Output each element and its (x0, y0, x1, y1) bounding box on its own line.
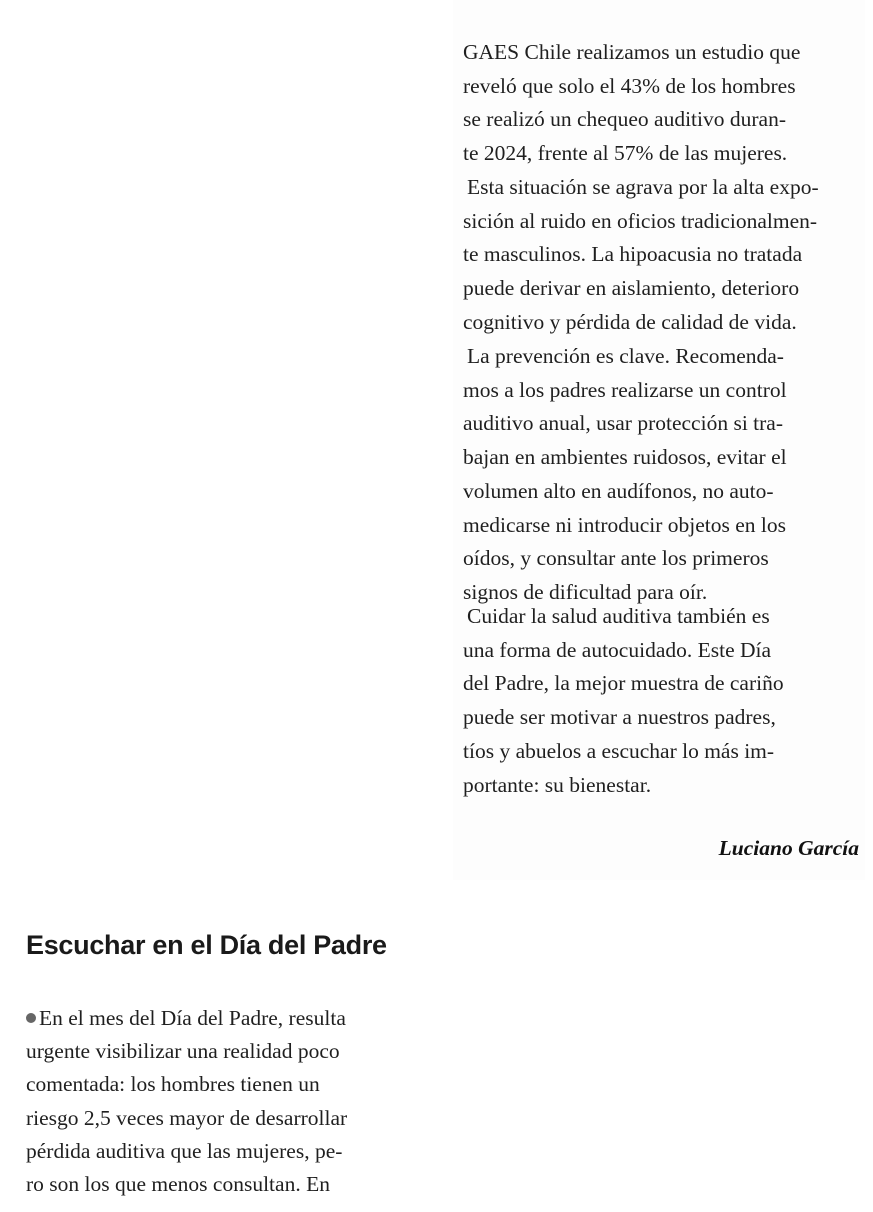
text-line: del Padre, la mejor muestra de cariño (463, 671, 784, 696)
text-line: urgente visibilizar una realidad poco (26, 1039, 340, 1064)
text-line (26, 1002, 446, 1035)
text-line: volumen alto en audífonos, no auto- (463, 478, 774, 503)
text-line: signos de dificultad para oír. (463, 579, 708, 604)
letter-body (26, 1002, 446, 1201)
text-line: cognitivo y pérdida de calidad de vida. (463, 309, 797, 334)
text-line: te masculinos. La hipoacusia no tratada (463, 242, 803, 267)
text-line: auditivo anual, usar protección si tra- (463, 411, 784, 436)
text-line: puede ser motivar a nuestros padres, (463, 705, 776, 730)
text-line: mos a los padres realizarse un control (463, 377, 787, 402)
text-line: GAES Chile realizamos un estudio que (463, 40, 801, 64)
text-line: pérdida auditiva que las mujeres, pe- (26, 1138, 343, 1163)
text-line: Esta situación se agrava por la alta expo- (467, 175, 819, 199)
letter-headline: Escuchar en el Día del Padre (26, 930, 387, 960)
text-line: puede derivar en aislamiento, deterioro (463, 276, 800, 301)
text-line: La prevención es clave. Recomenda- (467, 344, 784, 368)
text-line: sición al ruido en oficios tradicionalmen- (463, 208, 818, 233)
text-line: tíos y abuelos a escuchar lo más im- (463, 738, 775, 763)
text-line-content: En el mes del Día del Padre, resulta (39, 1006, 346, 1030)
text-line: te 2024, frente al 57% de las mujeres. (463, 141, 788, 166)
paragraph-situation (463, 171, 861, 340)
text-line: una forma de autocuidado. Este Día (463, 637, 772, 662)
article-continuation (453, 0, 865, 880)
text-line: oídos, y consultar ante los primeros (463, 546, 769, 571)
bullet-icon (26, 1013, 36, 1023)
text-line: portante: su bienestar. (463, 772, 652, 797)
text-line: Cuidar la salud auditiva también es (467, 604, 770, 628)
text-line: ro son los que menos consultan. En (26, 1172, 330, 1197)
text-line: reveló que solo el 43% de los hombres (463, 73, 796, 98)
text-line: comentada: los hombres tienen un (26, 1072, 320, 1097)
paragraph-selfcare (463, 600, 861, 802)
text-line: se realizó un chequeo auditivo duran- (463, 107, 786, 132)
text-line: medicarse ni introducir objetos en los (463, 512, 787, 537)
paragraph-prevention (463, 340, 861, 610)
text-line: riesgo 2,5 veces mayor de desarrollar (26, 1105, 348, 1130)
text-line: bajan en ambientes ruidosos, evitar el (463, 445, 787, 470)
author-signature: Luciano García (718, 836, 859, 860)
paragraph-study (463, 36, 861, 171)
